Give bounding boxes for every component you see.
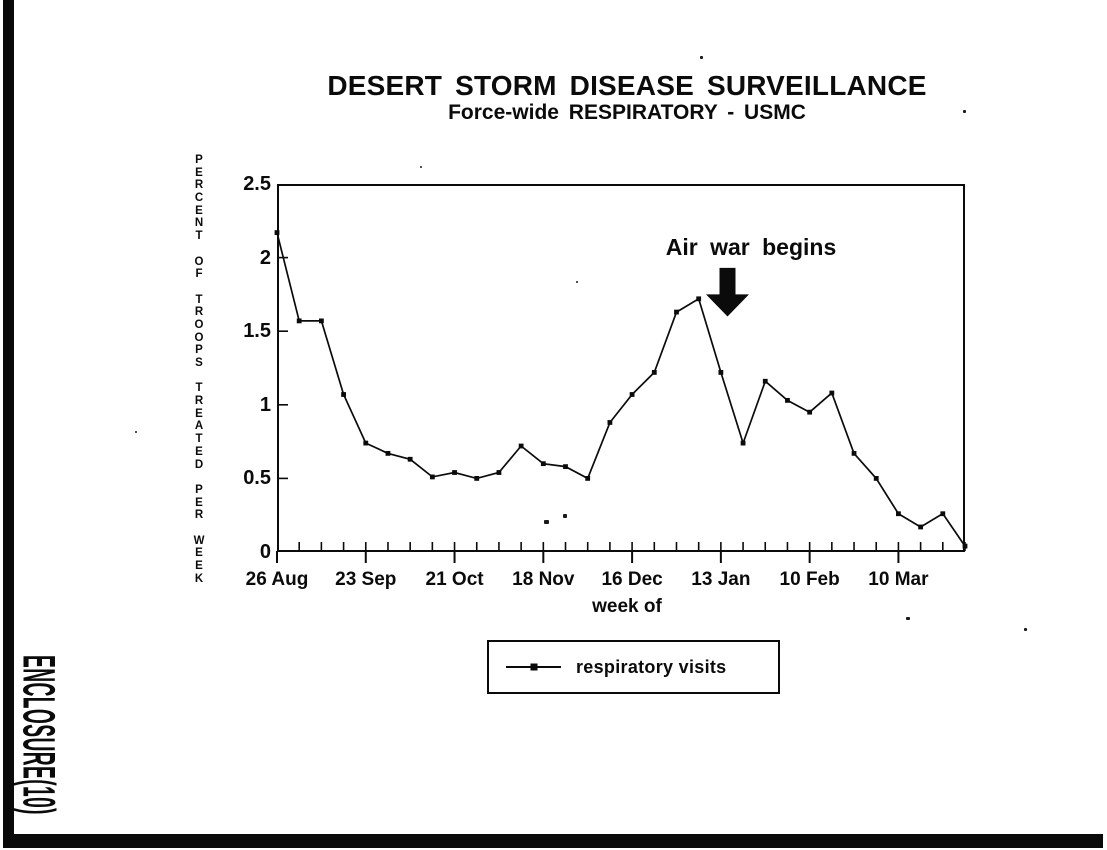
legend-marker-icon	[530, 664, 537, 671]
data-point-marker	[741, 441, 746, 446]
data-point-marker	[297, 318, 302, 323]
air-war-arrow-icon	[706, 268, 749, 317]
legend-label: respiratory visits	[576, 656, 727, 677]
data-point-marker	[386, 451, 391, 456]
legend-line-sample	[506, 666, 561, 668]
x-tick-label: 10 Feb	[779, 569, 840, 590]
y-axis-label: P E R C E N T O F T R O O P S T R E A T E D P E R W E E K	[193, 154, 205, 585]
data-point-marker	[585, 476, 590, 481]
chart-title: DESERT STORM DISEASE SURVEILLANCE	[327, 70, 927, 101]
data-point-marker	[963, 544, 968, 549]
scan-speck	[1024, 628, 1027, 631]
chart-subtitle: Force-wide RESPIRATORY - USMC	[448, 101, 806, 124]
data-point-marker	[652, 370, 657, 375]
legend	[487, 640, 780, 694]
y-tick-label: 0	[259, 541, 271, 563]
x-tick-label: 13 Jan	[691, 569, 751, 590]
scan-speck	[544, 520, 549, 524]
x-tick-label: 16 Dec	[601, 569, 663, 590]
data-point-marker	[608, 420, 613, 425]
data-point-marker	[541, 461, 546, 466]
x-axis-title: week of	[592, 596, 662, 617]
data-point-marker	[363, 441, 368, 446]
y-tick-label: 2.5	[243, 173, 271, 195]
enclosure-label: ENCLOSURE(10)	[12, 655, 64, 815]
x-tick-label: 21 Oct	[425, 569, 484, 590]
y-tick-label: 2	[259, 246, 271, 269]
data-point-marker	[852, 451, 857, 456]
data-point-marker	[763, 379, 768, 384]
scan-speck	[963, 110, 966, 113]
data-point-marker	[718, 370, 723, 375]
x-tick-label: 18 Nov	[512, 569, 575, 590]
data-point-marker	[408, 457, 413, 462]
annotation-text: Air war begins	[665, 234, 837, 260]
plot-border	[278, 185, 964, 551]
data-point-marker	[896, 511, 901, 516]
scan-speck	[135, 431, 137, 433]
y-tick-label: 1.5	[243, 320, 271, 343]
chart-area	[243, 173, 965, 590]
data-point-marker	[829, 391, 834, 396]
data-point-marker	[474, 476, 479, 481]
data-point-marker	[696, 296, 701, 301]
scan-speck	[420, 166, 422, 168]
scan-speck	[563, 514, 567, 518]
bottom-border-bar	[3, 834, 1103, 848]
scan-speck	[700, 56, 703, 59]
respiratory-series-line	[277, 233, 965, 546]
chart-canvas	[277, 184, 965, 552]
data-point-marker	[785, 398, 790, 403]
data-point-marker	[940, 511, 945, 516]
scan-speck	[576, 281, 578, 283]
scan-speck	[906, 617, 910, 620]
data-point-marker	[430, 475, 435, 480]
data-point-marker	[497, 470, 502, 475]
data-point-marker	[275, 230, 280, 235]
data-point-marker	[630, 392, 635, 397]
data-point-marker	[341, 392, 346, 397]
data-point-marker	[519, 444, 524, 449]
data-point-marker	[807, 410, 812, 415]
data-point-marker	[563, 464, 568, 469]
y-tick-label: 1	[259, 393, 271, 416]
data-point-marker	[874, 476, 879, 481]
data-point-marker	[918, 525, 923, 530]
x-tick-label: 26 Aug	[245, 569, 309, 590]
x-tick-label: 23 Sep	[335, 569, 397, 590]
data-point-marker	[452, 470, 457, 475]
x-tick-label: 10 Mar	[868, 569, 929, 590]
data-point-marker	[319, 318, 324, 323]
data-point-marker	[674, 310, 679, 315]
y-tick-label: 0.5	[243, 467, 271, 490]
